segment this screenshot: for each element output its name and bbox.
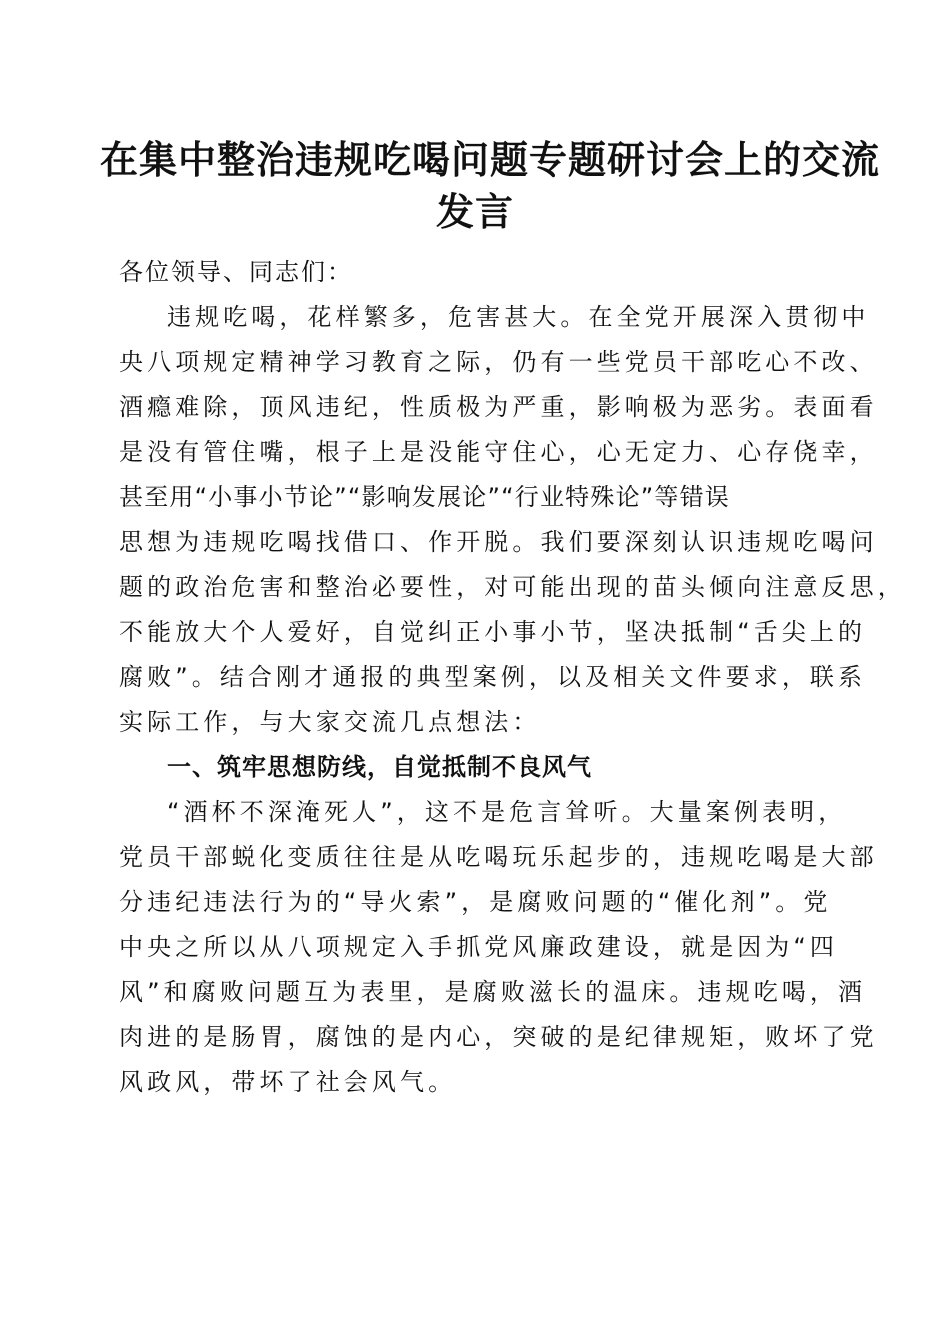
paragraph-line: 不能放大个人爱好，自觉纠正小事小节，坚决抵制“舌尖上的 <box>119 618 867 646</box>
paragraph-line: 中央之所以从八项规定入手抓党风廉政建设，就是因为“四 <box>119 933 839 961</box>
paragraph-line: 题的政治危害和整治必要性，对可能出现的苗头倾向注意反思， <box>119 573 906 601</box>
paragraph-line: 风”和腐败问题互为表里，是腐败滋长的温床。违规吃喝，酒 <box>119 978 867 1006</box>
paragraph-2 <box>119 790 878 1105</box>
paragraph-line: 肉进的是肠胃，腐蚀的是内心，突破的是纪律规矩，败坏了党 <box>119 1023 878 1051</box>
paragraph-line: “酒杯不深淹死人”，这不是危言耸听。大量案例表明， <box>167 798 847 826</box>
paragraph-line: 风政风，带坏了社会风气。 <box>119 1068 457 1096</box>
document-title <box>100 134 881 238</box>
paragraph-1 <box>119 295 906 745</box>
paragraph-line: 违规吃喝，花样繁多，危害甚大。在全党开展深入贯彻中 <box>167 303 870 331</box>
title-line-2: 发言 <box>435 189 514 234</box>
paragraph-line: 是没有管住嘴，根子上是没能守住心，心无定力、心存侥幸， <box>119 438 878 466</box>
paragraph-line: 甚至用“小事小节论”“影响发展论”“行业特殊论”等错误 <box>119 483 730 511</box>
paragraph-line: 党员干部蜕化变质往往是从吃喝玩乐起步的，违规吃喝是大部 <box>119 843 878 871</box>
section-heading-1: 一、筑牢思想防线，自觉抵制不良风气 <box>167 753 592 781</box>
paragraph-line: 央八项规定精神学习教育之际，仍有一些党员干部吃心不改、 <box>119 348 878 376</box>
paragraph-line: 实际工作，与大家交流几点想法： <box>119 708 541 736</box>
paragraph-line: 酒瘾难除，顶风违纪，性质极为严重，影响极为恶劣。表面看 <box>119 393 878 421</box>
salutation: 各位领导、同志们： <box>119 258 353 286</box>
title-line-1: 在集中整治违规吃喝问题专题研讨会上的交流 <box>100 137 881 182</box>
paragraph-line: 腐败”。结合刚才通报的典型案例，以及相关文件要求，联系 <box>119 663 867 691</box>
paragraph-line: 分违纪违法行为的“导火索”，是腐败问题的“催化剂”。党 <box>119 888 832 916</box>
paragraph-line: 思想为违规吃喝找借口、作开脱。我们要深刻认识违规吃喝问 <box>119 528 878 556</box>
document-body <box>119 250 906 1105</box>
